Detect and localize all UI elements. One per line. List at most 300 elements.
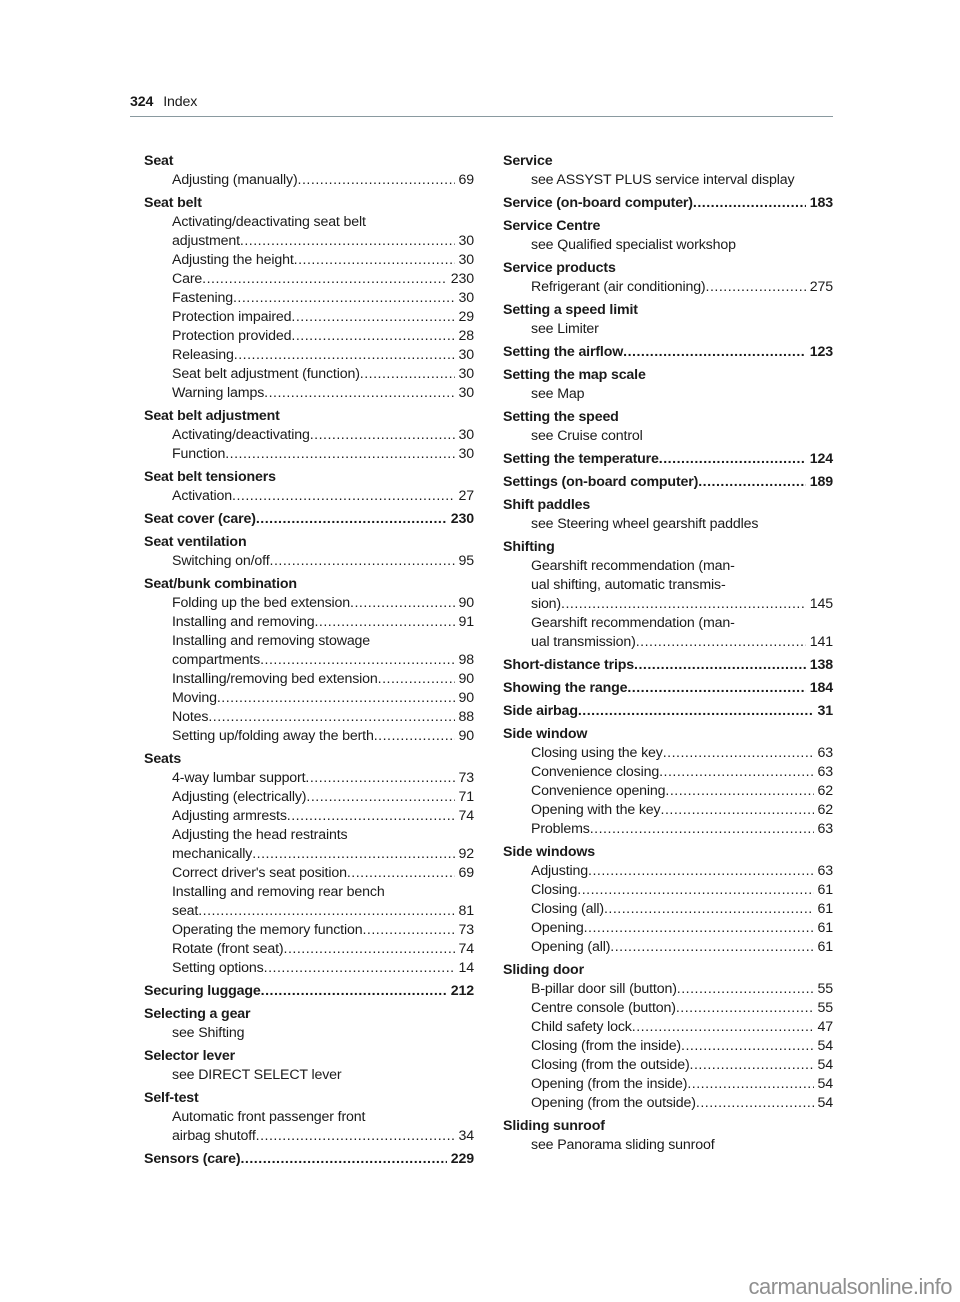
index-subentry[interactable]	[144, 883, 474, 902]
index-subentry[interactable]	[144, 769, 474, 788]
page-ref[interactable]: 14	[458, 960, 474, 976]
index-heading[interactable]	[503, 961, 833, 980]
dot-leader	[310, 426, 455, 445]
page-ref[interactable]: 55	[817, 1000, 833, 1016]
index-entry	[144, 1047, 474, 1085]
index-subentry[interactable]	[503, 320, 833, 339]
subentry-text: Setting up/folding away the berth	[172, 728, 374, 744]
index-subentry[interactable]	[503, 1037, 833, 1056]
index-subentry[interactable]	[144, 689, 474, 708]
page-ref[interactable]: 47	[817, 1019, 833, 1035]
dot-leader	[264, 959, 455, 978]
index-subentry[interactable]	[503, 614, 833, 633]
index-subentry[interactable]	[144, 632, 474, 651]
index-heading[interactable]	[144, 1005, 474, 1024]
dot-leader	[378, 670, 455, 689]
index-entry	[503, 152, 833, 190]
dot-leader	[240, 1150, 446, 1169]
index-heading[interactable]	[503, 679, 833, 698]
index-subentry[interactable]	[503, 1018, 833, 1037]
page-header	[130, 94, 833, 117]
subentry-text: Adjusting the head restraints	[172, 827, 348, 843]
subentry-text: Correct driver's seat position	[172, 865, 347, 881]
dot-leader	[362, 921, 454, 940]
dot-leader	[665, 782, 813, 801]
index-subentry[interactable]	[144, 384, 474, 403]
dot-leader	[208, 708, 454, 727]
subentry-text: Convenience closing	[531, 764, 660, 780]
dot-leader	[604, 900, 814, 919]
heading-text: Securing luggage	[144, 983, 261, 999]
page-ref[interactable]: 98	[458, 652, 474, 668]
index-subentry[interactable]	[144, 613, 474, 632]
subentry-text: Adjusting	[531, 863, 589, 879]
heading-text: Seat cover (care)	[144, 511, 256, 527]
index-subentry[interactable]	[144, 727, 474, 746]
page-ref[interactable]: 69	[458, 172, 474, 188]
index-entry	[503, 702, 833, 721]
index-heading[interactable]	[144, 510, 474, 529]
index-subentry[interactable]	[503, 881, 833, 900]
subentry-text: Gearshift recommendation (man-	[531, 615, 735, 631]
page-ref[interactable]: 28	[458, 328, 474, 344]
index-subentry[interactable]	[144, 1024, 474, 1043]
index-heading[interactable]	[503, 538, 833, 557]
dot-leader	[687, 1075, 813, 1094]
heading-text: Seat/bunk combination	[144, 576, 297, 592]
subentry-text: Adjusting the height	[172, 252, 294, 268]
heading-text: Short-distance trips	[503, 657, 635, 673]
page-ref[interactable]: 71	[458, 789, 474, 805]
index-subentry[interactable]	[503, 744, 833, 763]
page-ref[interactable]: 54	[817, 1038, 833, 1054]
dot-leader	[578, 702, 814, 721]
dot-leader	[284, 940, 455, 959]
page-ref[interactable]: 229	[450, 1151, 474, 1167]
page-ref[interactable]: 61	[817, 939, 833, 955]
index-subentry[interactable]	[503, 938, 833, 957]
index-subentry[interactable]	[503, 557, 833, 576]
index-heading[interactable]	[144, 1047, 474, 1066]
page-ref[interactable]: 145	[809, 596, 833, 612]
heading-text: Service products	[503, 260, 616, 276]
heading-text: Seat belt adjustment	[144, 408, 280, 424]
subentry-text: sion)	[531, 596, 562, 612]
index-entry	[144, 152, 474, 190]
index-subentry[interactable]	[503, 515, 833, 534]
index-subentry[interactable]	[503, 820, 833, 839]
subentry-text: Opening (from the inside)	[531, 1076, 688, 1092]
subentry-text: Setting options	[172, 960, 264, 976]
index-subentry[interactable]	[144, 940, 474, 959]
index-heading[interactable]	[144, 533, 474, 552]
page-ref[interactable]: 61	[817, 882, 833, 898]
index-subentry[interactable]	[144, 921, 474, 940]
index-subentry[interactable]	[144, 445, 474, 464]
index-subentry[interactable]	[144, 1108, 474, 1127]
index-subentry[interactable]	[503, 862, 833, 881]
page-ref[interactable]: 124	[809, 451, 833, 467]
index-entry	[503, 194, 833, 213]
page-ref[interactable]: 73	[458, 770, 474, 786]
index-entry	[144, 1005, 474, 1043]
dot-leader	[577, 881, 813, 900]
index-subentry[interactable]	[144, 807, 474, 826]
index-subentry[interactable]	[144, 365, 474, 384]
page-ref[interactable]: 92	[458, 846, 474, 862]
page-ref[interactable]: 123	[809, 344, 833, 360]
page-ref[interactable]: 90	[458, 690, 474, 706]
subentry-text: Opening with the key	[531, 802, 661, 818]
page-ref[interactable]: 54	[817, 1095, 833, 1111]
subentry-text: Convenience opening	[531, 783, 666, 799]
index-column-right	[503, 152, 833, 1159]
index-entry	[503, 961, 833, 1113]
index-subentry[interactable]	[144, 826, 474, 845]
dot-leader	[314, 613, 454, 632]
index-subentry[interactable]	[503, 782, 833, 801]
index-heading[interactable]	[503, 450, 833, 469]
index-subentry[interactable]	[503, 427, 833, 446]
index-entry	[503, 656, 833, 675]
page-ref[interactable]: 74	[458, 941, 474, 957]
index-heading[interactable]	[503, 1117, 833, 1136]
index-heading[interactable]	[503, 496, 833, 515]
page-ref[interactable]: 91	[458, 614, 474, 630]
dot-leader	[561, 595, 806, 614]
index-heading[interactable]	[503, 301, 833, 320]
index-subentry[interactable]	[144, 959, 474, 978]
subentry-text: Adjusting (manually)	[172, 172, 298, 188]
subentry-text: Closing (all)	[531, 901, 604, 917]
subentry-text: see Map	[531, 386, 585, 402]
index-subentry[interactable]	[144, 864, 474, 883]
index-heading[interactable]	[144, 407, 474, 426]
index-subentry[interactable]	[144, 1066, 474, 1085]
dot-leader	[584, 919, 814, 938]
page-ref[interactable]: 29	[458, 309, 474, 325]
page-ref[interactable]: 27	[458, 488, 474, 504]
index-subentry[interactable]	[144, 708, 474, 727]
subentry-text: seat	[172, 903, 199, 919]
dot-leader	[234, 346, 455, 365]
index-entry	[503, 408, 833, 446]
index-heading[interactable]	[503, 343, 833, 362]
index-subentry[interactable]	[144, 213, 474, 232]
index-heading[interactable]	[503, 408, 833, 427]
page-ref[interactable]: 212	[450, 983, 474, 999]
page-ref[interactable]: 30	[458, 427, 474, 443]
page-ref[interactable]: 90	[458, 595, 474, 611]
page-ref[interactable]: 54	[817, 1057, 833, 1073]
index-subentry[interactable]	[144, 289, 474, 308]
page-ref[interactable]: 63	[817, 821, 833, 837]
dot-leader	[260, 651, 454, 670]
subentry-text: Protection impaired	[172, 309, 292, 325]
page-ref[interactable]: 54	[817, 1076, 833, 1092]
index-subentry[interactable]	[144, 270, 474, 289]
subentry-text: Installing and removing stowage	[172, 633, 371, 649]
index-subentry[interactable]	[144, 552, 474, 571]
heading-text: Sliding door	[503, 962, 584, 978]
dot-leader	[298, 171, 455, 190]
index-subentry[interactable]	[144, 651, 474, 670]
page-ref[interactable]: 30	[458, 385, 474, 401]
dot-leader	[291, 308, 454, 327]
page-ref[interactable]: 61	[817, 920, 833, 936]
index-heading[interactable]	[503, 152, 833, 171]
index-entry	[144, 750, 474, 978]
index-entry	[144, 982, 474, 1001]
dot-leader	[225, 445, 454, 464]
index-subentry[interactable]	[503, 171, 833, 190]
subentry-text: Closing	[531, 882, 578, 898]
index-subentry[interactable]	[144, 232, 474, 251]
page-ref[interactable]: 230	[450, 271, 474, 287]
page-ref[interactable]: 30	[458, 347, 474, 363]
subentry-text: Installing/removing bed extension	[172, 671, 378, 687]
dot-leader	[347, 864, 455, 883]
subentry-text: Closing (from the inside)	[531, 1038, 682, 1054]
subentry-text: Switching on/off	[172, 553, 270, 569]
index-heading[interactable]	[503, 366, 833, 385]
heading-text: Seat belt tensioners	[144, 469, 276, 485]
index-entry	[144, 1089, 474, 1146]
subentry-text: Function	[172, 446, 226, 462]
subentry-text: airbag shutoff	[172, 1128, 256, 1144]
subentry-text: Centre console (button)	[531, 1000, 676, 1016]
index-subentry[interactable]	[144, 251, 474, 270]
subentry-text: Protection provided	[172, 328, 292, 344]
index-heading[interactable]	[503, 725, 833, 744]
page-ref[interactable]: 183	[809, 195, 833, 211]
heading-text: Side windows	[503, 844, 596, 860]
index-entry	[144, 510, 474, 529]
index-subentry[interactable]	[144, 1127, 474, 1146]
page-ref[interactable]: 30	[458, 290, 474, 306]
index-entry	[503, 679, 833, 698]
page-ref[interactable]: 81	[458, 903, 474, 919]
subentry-text: Adjusting armrests	[172, 808, 287, 824]
page-ref[interactable]: 30	[458, 366, 474, 382]
subentry-text: Activating/deactivating seat belt	[172, 214, 366, 230]
index-entry	[144, 468, 474, 506]
heading-text: Settings (on-board computer)	[503, 474, 699, 490]
index-subentry[interactable]	[144, 346, 474, 365]
page-ref[interactable]: 31	[817, 703, 833, 719]
page-number: 324	[130, 94, 154, 110]
index-subentry[interactable]	[144, 670, 474, 689]
dot-leader	[306, 788, 454, 807]
index-heading[interactable]	[503, 217, 833, 236]
index-subentry[interactable]	[144, 845, 474, 864]
index-subentry[interactable]	[503, 278, 833, 297]
index-heading[interactable]	[503, 473, 833, 492]
index-subentry[interactable]	[144, 788, 474, 807]
dot-leader	[217, 689, 455, 708]
page-ref[interactable]: 55	[817, 981, 833, 997]
page-ref[interactable]: 73	[458, 922, 474, 938]
heading-text: Side airbag	[503, 703, 578, 719]
page-ref[interactable]: 138	[809, 657, 833, 673]
page-ref[interactable]: 141	[809, 634, 833, 650]
index-entry	[144, 194, 474, 403]
page-ref[interactable]: 63	[817, 745, 833, 761]
index-subentry[interactable]	[144, 426, 474, 445]
index-subentry[interactable]	[503, 633, 833, 652]
page-ref[interactable]: 34	[458, 1128, 474, 1144]
index-subentry[interactable]	[144, 171, 474, 190]
index-subentry[interactable]	[503, 801, 833, 820]
index-heading[interactable]	[503, 259, 833, 278]
dot-leader	[681, 1037, 814, 1056]
heading-text: Self-test	[144, 1090, 199, 1106]
index-subentry[interactable]	[144, 308, 474, 327]
page-ref[interactable]: 69	[458, 865, 474, 881]
index-subentry[interactable]	[503, 900, 833, 919]
dot-leader	[232, 487, 455, 506]
page-ref[interactable]: 30	[458, 252, 474, 268]
index-heading[interactable]	[144, 1150, 474, 1169]
index-subentry[interactable]	[503, 1056, 833, 1075]
heading-text: Shift paddles	[503, 497, 591, 513]
subentry-text: Fastening	[172, 290, 233, 306]
index-subentry[interactable]	[503, 595, 833, 614]
subentry-text: see Panorama sliding sunroof	[531, 1137, 715, 1153]
dot-leader	[690, 1056, 814, 1075]
subentry-text: Notes	[172, 709, 209, 725]
index-heading[interactable]	[144, 750, 474, 769]
index-subentry[interactable]	[503, 1094, 833, 1113]
dot-leader	[252, 845, 454, 864]
index-heading[interactable]	[144, 575, 474, 594]
subentry-text: Care	[172, 271, 203, 287]
index-entry	[144, 1150, 474, 1169]
index-subentry[interactable]	[503, 236, 833, 255]
index-heading[interactable]	[503, 656, 833, 675]
dot-leader	[623, 343, 806, 362]
heading-text: Shifting	[503, 539, 555, 555]
index-subentry[interactable]	[503, 999, 833, 1018]
page-ref[interactable]: 74	[458, 808, 474, 824]
page-ref[interactable]: 63	[817, 863, 833, 879]
page-ref[interactable]: 95	[458, 553, 474, 569]
dot-leader	[676, 999, 814, 1018]
dot-leader	[256, 1127, 455, 1146]
page-ref[interactable]: 189	[809, 474, 833, 490]
heading-text: Side window	[503, 726, 588, 742]
heading-text: Seat ventilation	[144, 534, 247, 550]
page-ref[interactable]: 62	[817, 783, 833, 799]
index-subentry[interactable]	[503, 576, 833, 595]
dot-leader	[287, 807, 455, 826]
index-heading[interactable]	[503, 843, 833, 862]
subentry-text: Adjusting (electrically)	[172, 789, 307, 805]
index-heading[interactable]	[144, 468, 474, 487]
dot-leader	[627, 679, 805, 698]
subentry-text: Operating the memory function	[172, 922, 363, 938]
index-subentry[interactable]	[503, 763, 833, 782]
dot-leader	[256, 510, 447, 529]
subentry-text: see Limiter	[531, 321, 599, 337]
subentry-text: Releasing	[172, 347, 234, 363]
dot-leader	[198, 902, 454, 921]
index-subentry[interactable]	[503, 385, 833, 404]
section-title: Index	[163, 94, 198, 110]
page-ref[interactable]: 30	[458, 446, 474, 462]
page-ref[interactable]: 184	[809, 680, 833, 696]
index-subentry[interactable]	[144, 487, 474, 506]
dot-leader	[233, 289, 455, 308]
index-heading[interactable]	[144, 1089, 474, 1108]
dot-leader	[706, 278, 806, 297]
subentry-text: mechanically	[172, 846, 253, 862]
dot-leader	[264, 384, 454, 403]
subentry-text: Installing and removing rear bench	[172, 884, 385, 900]
dot-leader	[636, 633, 806, 652]
heading-text: Setting the speed	[503, 409, 619, 425]
heading-text: Showing the range	[503, 680, 628, 696]
watermark: carmanualsonline.info	[748, 1274, 952, 1299]
index-heading[interactable]	[503, 702, 833, 721]
index-subentry[interactable]	[144, 594, 474, 613]
dot-leader	[663, 744, 814, 763]
page-ref[interactable]: 230	[450, 511, 474, 527]
index-entry	[144, 575, 474, 746]
page-ref[interactable]: 62	[817, 802, 833, 818]
page-ref[interactable]: 61	[817, 901, 833, 917]
subentry-text: Moving	[172, 690, 217, 706]
index-entry	[503, 1117, 833, 1155]
page-ref[interactable]: 63	[817, 764, 833, 780]
index-subentry[interactable]	[503, 1075, 833, 1094]
subentry-text: Warning lamps	[172, 385, 265, 401]
subentry-text: compartments	[172, 652, 261, 668]
page-ref[interactable]: 90	[458, 671, 474, 687]
page-ref[interactable]: 90	[458, 728, 474, 744]
dot-leader	[632, 1018, 814, 1037]
subentry-text: Automatic front passenger front	[172, 1109, 366, 1125]
dot-leader	[693, 194, 806, 213]
page-ref[interactable]: 88	[458, 709, 474, 725]
heading-text: Setting the airflow	[503, 344, 624, 360]
heading-text: Selecting a gear	[144, 1006, 251, 1022]
subentry-text: Activation	[172, 488, 233, 504]
subentry-text: B-pillar door sill (button)	[531, 981, 677, 997]
index-heading[interactable]	[144, 152, 474, 171]
index-subentry[interactable]	[144, 902, 474, 921]
dot-leader	[659, 763, 813, 782]
heading-text: Sensors (care)	[144, 1151, 241, 1167]
dot-leader	[698, 473, 806, 492]
index-heading[interactable]	[503, 194, 833, 213]
index-subentry[interactable]	[503, 1136, 833, 1155]
dot-leader	[661, 801, 814, 820]
index-subentry[interactable]	[503, 919, 833, 938]
subentry-text: ual shifting, automatic transmis-	[531, 577, 726, 593]
page-ref[interactable]: 275	[809, 279, 833, 295]
index-entry	[503, 217, 833, 255]
heading-text: Seat belt	[144, 195, 202, 211]
subentry-text: Installing and removing	[172, 614, 315, 630]
heading-text: Setting the temperature	[503, 451, 659, 467]
index-entry	[503, 450, 833, 469]
index-subentry[interactable]	[144, 327, 474, 346]
index-heading[interactable]	[144, 982, 474, 1001]
index-subentry[interactable]	[503, 980, 833, 999]
page-ref[interactable]: 30	[458, 233, 474, 249]
index-heading[interactable]	[144, 194, 474, 213]
